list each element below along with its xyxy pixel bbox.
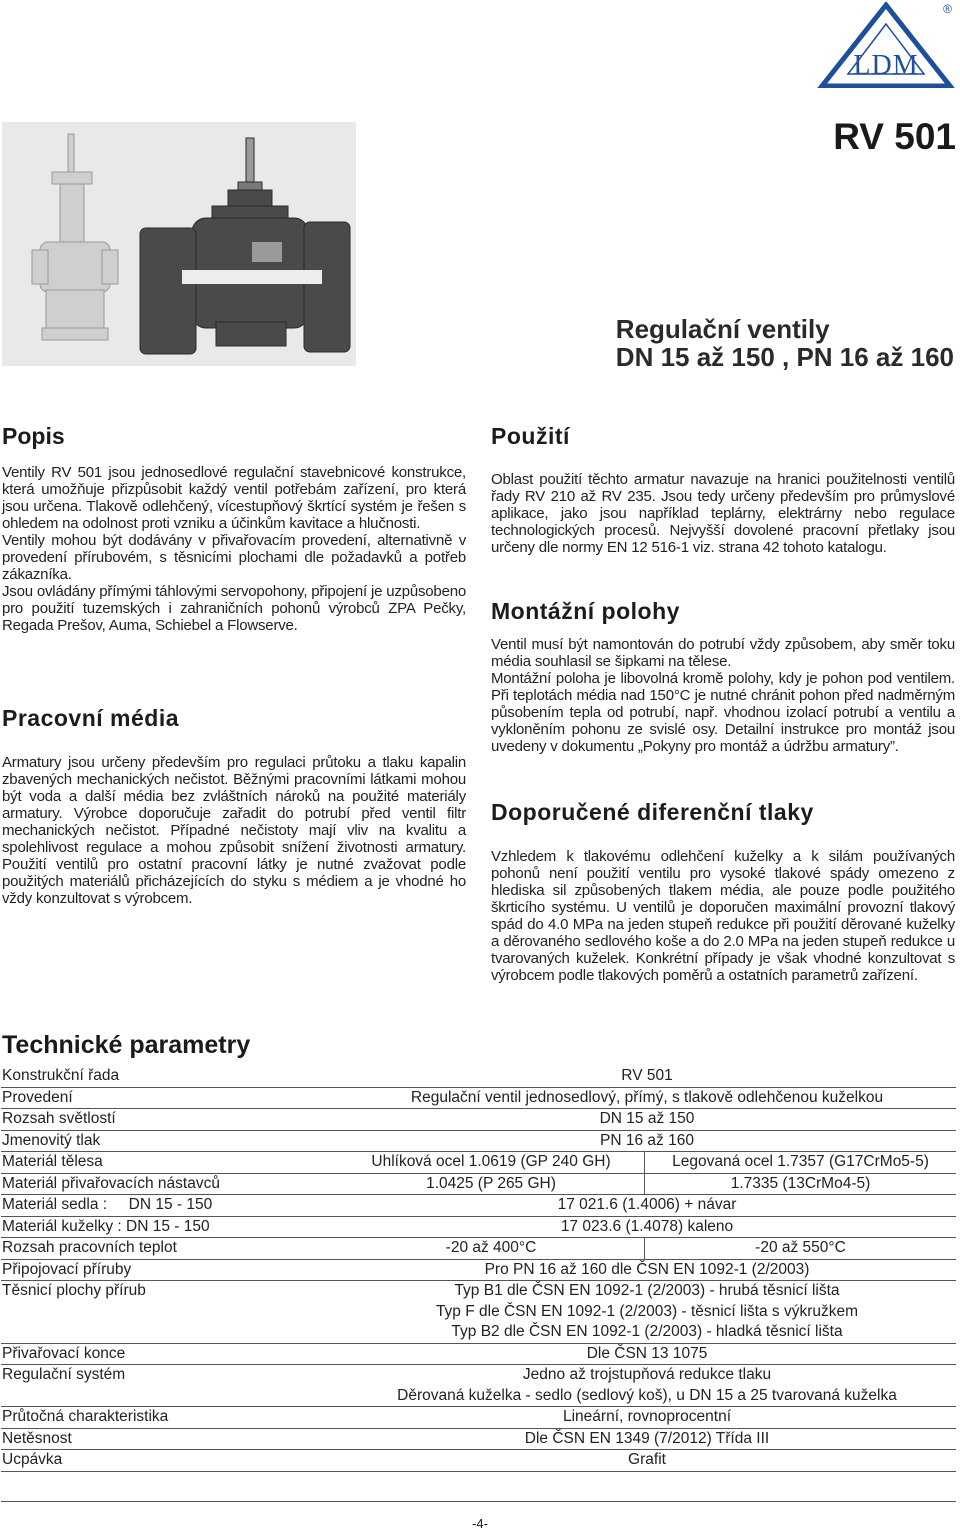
media-text: Armatury jsou určeny především pro regulaci průtoku a tlaku kapalin zbavených mechanických nečistot. Běžnými pracovními látkami mohou být voda a další média bez zvláštních nároků na použité materiály armatury. Výrobce doporučuje zařadit do potrubí před ventil filtr mechanických nečistot. Případné nečistoty mají vliv na kvalitu a spolehlivost regulace a mohou způsobit snížení životnosti armatury. Použití ventilů pro ostatní pracovní látky je nutné zvažovat podle použitých materiálů přicházejících do styku s médiem a je vhodné ho vždy konzultovat s výrobcem. <box>2 754 466 907</box>
param-value: Dle ČSN EN 1349 (7/2012) Třída III <box>338 1428 956 1450</box>
param-value-alloy: -20 až 550°C <box>645 1238 957 1260</box>
param-label: Konstrukční řada <box>1 1066 338 1087</box>
param-value: RV 501 <box>338 1066 956 1087</box>
popis-heading: Popis <box>2 423 65 449</box>
param-label: Regulační systém <box>2 1366 126 1384</box>
table-row <box>1 1087 956 1109</box>
param-label: Materiál tělesa <box>1 1152 338 1174</box>
param-label: Provedení <box>1 1087 338 1109</box>
param-label <box>1 1322 338 1343</box>
param-value: Lineární, rovnoprocentní <box>338 1407 956 1429</box>
logo-text: LDM <box>853 50 919 81</box>
param-value: Dle ČSN 13 1075 <box>338 1343 956 1365</box>
tlaky-heading: Doporučené diferenční tlaky <box>491 799 814 825</box>
param-value: Typ F dle ČSN EN 1092-1 (2/2003) - těsnicí lišta s výkružkem <box>435 1302 859 1320</box>
param-value-carbon: -20 až 400°C <box>338 1238 645 1260</box>
tech-table <box>1 1066 956 1472</box>
param-label: Materiál přivařovacích nástavců <box>1 1173 338 1195</box>
param-label: Materiál sedla : DN 15 - 150 <box>1 1195 338 1217</box>
bottom-rule <box>1 1501 956 1502</box>
param-label: Materiál kuželky : DN 15 - 150 <box>1 1216 338 1238</box>
popis-text <box>2 464 466 634</box>
param-value-carbon: Uhlíková ocel 1.0619 (GP 240 GH) <box>338 1152 645 1174</box>
table-row <box>1 1259 956 1281</box>
param-value: Typ B2 dle ČSN EN 1092-1 (2/2003) - hladká těsnicí lišta <box>338 1322 956 1343</box>
popis-p1: Ventily RV 501 jsou jednosedlové regulační stavebnicové konstrukce, která umožňuje přizpůsobit každý ventil potřebám zařízení, pro která jsou určena. Tlakově odlehčený, vícestupňový škrtící systém je řešen s ohledem na odolnost proti vzniku a účinkům kavitace a hlučnosti. <box>2 464 466 532</box>
param-value: Typ B1 dle ČSN EN 1092-1 (2/2003) - hrubá těsnicí lišta <box>454 1282 840 1300</box>
product-title-line2: DN 15 až 150 , PN 16 až 160 <box>615 342 954 372</box>
popis-p3: Jsou ovládány přímými táhlovými servopohony, připojení je uzpůsobeno pro použití tuzemských i zahraničních pohonů výrobců ZPA Pečky, Regada Prešov, Auma, Schiebel a Flowserve. <box>2 583 466 634</box>
param-label <box>1 1302 338 1323</box>
tech-heading: Technické parametry <box>2 1031 251 1059</box>
montaz-text <box>491 636 955 755</box>
param-label: Ucpávka <box>1 1450 338 1472</box>
param-label <box>1 1386 338 1407</box>
table-row <box>1 1365 956 1386</box>
param-label: Jmenovitý tlak <box>1 1130 338 1152</box>
param-value: Děrovaná kuželka - sedlo (sedlový koš), u DN 15 a 25 tvarovaná kuželka <box>338 1386 956 1407</box>
valve-photo-icon <box>2 122 356 366</box>
param-value-alloy: Legovaná ocel 1.7357 (G17CrMo5-5) <box>645 1152 957 1174</box>
table-row <box>1 1173 956 1195</box>
table-row <box>1 1428 956 1450</box>
table-row <box>1 1066 956 1087</box>
pouziti-heading: Použití <box>491 423 570 449</box>
param-label: Rozsah pracovních teplot <box>1 1238 338 1260</box>
table-row <box>1 1407 956 1429</box>
param-label: Přivařovací konce <box>1 1343 338 1365</box>
product-title <box>616 315 954 371</box>
table-row <box>1 1386 956 1407</box>
media-heading: Pracovní média <box>2 705 180 731</box>
ldm-logo <box>816 2 956 88</box>
param-value: DN 15 až 150 <box>338 1109 956 1131</box>
param-value: Regulační ventil jednosedlový, přímý, s tlakově odlehčenou kuželkou <box>338 1087 956 1109</box>
param-value-alloy: 1.7335 (13CrMo4-5) <box>645 1173 957 1195</box>
param-value-carbon: 1.0425 (P 265 GH) <box>338 1173 645 1195</box>
product-photo <box>2 122 356 366</box>
montaz-heading: Montážní polohy <box>491 598 680 624</box>
tlaky-text: Vzhledem k tlakovému odlehčení kuželky a k silám používaných pohonů není použití ventilu pro vysoké tlakové spády omezeno z hlediska sil způsobených tlakem média, ale pouze podle použitého škrticího systému. U ventilů je doporučen maximální provozní tlakový spád do 4.0 MPa na jeden stupeň redukce při použití děrované kuželky a děrovaného sedlového koše a do 2.0 MPa na jeden stupeň redukce u tvarovaných kuželek. Konkrétní případy je však vhodné konzultovat s výrobcem podle tlakových poměrů a ostatních parametrů zařízení. <box>491 848 955 984</box>
param-value: PN 16 až 160 <box>338 1130 956 1152</box>
param-label: Těsnicí plochy přírub <box>2 1282 146 1300</box>
table-row <box>1 1195 956 1217</box>
table-row <box>1 1130 956 1152</box>
param-label: Připojovací příruby <box>1 1259 338 1281</box>
table-row <box>1 1216 956 1238</box>
montaz-p1: Ventil musí být namontován do potrubí vždy způsobem, aby směr toku média souhlasil se šipkami na tělese. <box>491 636 955 670</box>
table-row <box>1 1302 956 1323</box>
table-row <box>1 1343 956 1365</box>
table-row <box>1 1281 956 1302</box>
param-label: Průtočná charakteristika <box>1 1407 338 1429</box>
tech-table-body <box>1 1066 956 1471</box>
product-title-line1: Regulační ventily <box>615 314 830 344</box>
popis-p2: Ventily mohou být dodávány v přivařovacím provedení, alternativně v provedení přírubovém, s těsnicími plochami dle požadavků a potřeb zákazníka. <box>2 532 466 583</box>
montaz-p2: Montážní poloha je libovolná kromě polohy, kdy je pohon pod ventilem. Při teplotách média nad 150°C je nutné chránit pohon před nadměrným působením tepla od potrubí, např. vhodnou izolací potrubí a ventilu a vykloněním pohonu ze svislé osy. Detailní instrukce pro montáž jsou uvedeny v dokumentu „Pokyny pro montáž a údržbu armatury”. <box>491 670 955 755</box>
param-value: Grafit <box>338 1450 956 1472</box>
registered-mark: ® <box>943 2 952 16</box>
table-row <box>1 1152 956 1174</box>
table-row <box>1 1322 956 1343</box>
page-number: -4- <box>472 1516 488 1531</box>
table-row <box>1 1238 956 1260</box>
param-value: Pro PN 16 až 160 dle ČSN EN 1092-1 (2/2003) <box>338 1259 956 1281</box>
model-title: RV 501 <box>833 116 956 157</box>
param-value: Jedno až trojstupňová redukce tlaku <box>522 1366 772 1384</box>
param-value: 17 023.6 (1.4078) kaleno <box>338 1216 956 1238</box>
pouziti-text: Oblast použití těchto armatur navazuje na hranici použitelnosti ventilů řady RV 210 až RV 235. Jsou tedy určeny především pro průmyslové aplikace, jako jsou například teplárny, elektrárny nebo regulace technologických procesů. Nejvyšší dovolené pracovní přetlaky jsou určeny dle normy EN 12 516-1 viz. strana 42 tohoto katalogu. <box>491 471 955 556</box>
param-value: 17 021.6 (1.4006) + návar <box>338 1195 956 1217</box>
table-row <box>1 1109 956 1131</box>
table-row <box>1 1450 956 1472</box>
param-label: Rozsah světlostí <box>1 1109 338 1131</box>
param-label: Netěsnost <box>1 1428 338 1450</box>
